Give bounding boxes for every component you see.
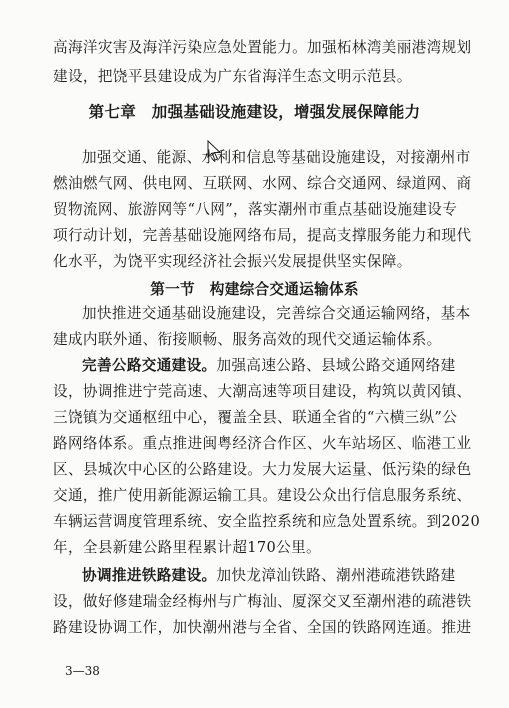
roads-heading: 完善公路交通建设。 [82,357,217,374]
body-text-line: 交通，推广使用新能源运输工具。建设公众出行信息服务系统、 [53,487,472,504]
chapter-title: 第七章 加强基础设施建设，增强发展保障能力 [88,103,421,121]
body-text-line: 化水平，为饶平实现经济社会振兴发展提供坚实保障。 [53,253,412,270]
rail-heading: 协调推进铁路建设。 [82,567,217,584]
body-text-line: 加快推进交通基础设施建设，完善综合交通运输网络，基本 [82,305,471,322]
body-text-inline: 加快龙漳汕铁路、潮州港疏港铁路建 [216,567,456,584]
page-number: 3—38 [65,664,100,678]
body-text-line: 建成内联外通、衔接顺畅、服务高效的现代交通运输体系。 [53,331,442,348]
section-title: 第一节 构建综合交通运输体系 [150,281,359,298]
body-text-line: 贸物流网、旅游网等“八网”，落实潮州市重点基础设施建设专 [53,201,458,218]
body-text-inline: 加强高速公路、县域公路交通网络建 [216,357,456,374]
body-text-line: 设，协调推进宁莞高速、大潮高速等项目建设，构筑以黄冈镇、 [53,383,472,400]
body-text-line: 年，全县新建公路里程累计超170公里。 [53,539,322,556]
body-text-line: 设，做好修建瑞金经梅州与广梅汕、厦深交叉至潮州港的疏港铁 [53,593,472,610]
body-text-line: 区、县城次中心区的公路建设。大力发展大运量、低污染的绿色 [53,461,472,478]
body-text-line: 车辆运营调度管理系统、安全监控系统和应急处置系统。到2020 [53,513,481,530]
body-text-line: 路网络体系。重点推进闽粤经济合作区、火车站场区、临港工业 [53,435,472,452]
paragraph-roads [82,356,473,376]
body-text-line: 燃油燃气网、供电网、互联网、水网、综合交通网、绿道网、商 [53,175,472,192]
paragraph-rail [82,566,473,586]
body-text-line: 路建设协调工作，加快潮州港与全省、全国的铁路网连通。推进 [53,619,472,636]
body-text-line: 建设，把饶平县建设成为广东省海洋生态文明示范县。 [53,68,412,85]
body-text-line: 加强交通、能源、水利和信息等基础设施建设，对接潮州市 [82,149,471,166]
body-text-line: 三饶镇为交通枢纽中心，覆盖全县、联通全省的“六横三纵”公 [53,409,458,426]
body-text-line: 高海洋灾害及海洋污染应急处置能力。加强柘林湾美丽港湾规划 [53,39,472,56]
body-text-line: 项行动计划，完善基础设施网络布局，提高支撑服务能力和现代 [53,227,472,244]
